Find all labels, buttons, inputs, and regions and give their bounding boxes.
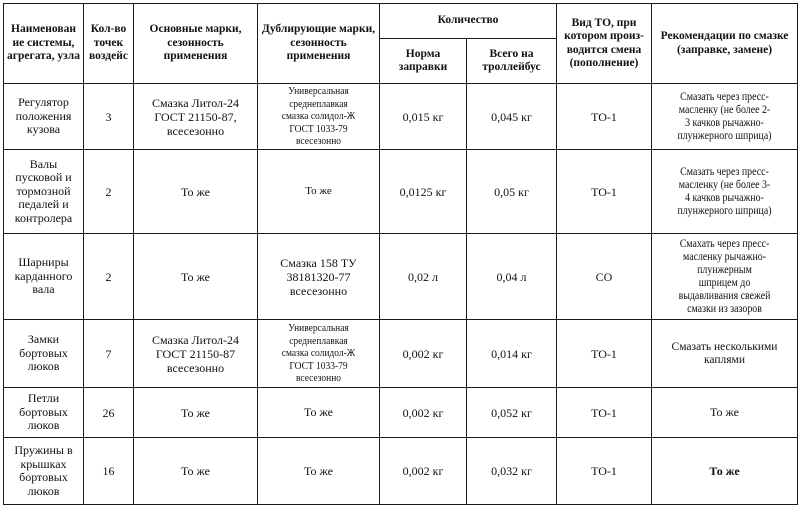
cell-rec-line: Смахать через пресс- — [679, 237, 770, 250]
cell-dup — [258, 320, 380, 388]
cell-rec-line: Смазать через пресс- — [680, 165, 769, 178]
cell-norm: 0,002 кг — [380, 388, 467, 438]
table-row — [4, 84, 798, 150]
cell-rec-line: плунжерного шприца) — [677, 204, 772, 217]
cell-dup — [258, 84, 380, 150]
cell-rec-line: плунжерным — [697, 263, 752, 276]
cell-norm: 0,002 кг — [380, 320, 467, 388]
cell-rec — [652, 388, 798, 438]
cell-dup-line: То же — [304, 405, 333, 420]
cell-total: 0,05 кг — [467, 150, 557, 234]
cell-dup — [258, 388, 380, 438]
cell-points: 2 — [84, 234, 134, 320]
table-row — [4, 234, 798, 320]
cell-rec-line: Смазать несколькими — [671, 340, 778, 353]
table-row — [4, 150, 798, 234]
cell-dup-line: Универсальная — [288, 85, 349, 98]
cell-dup-line: 38181320-77 — [286, 269, 351, 284]
cell-service: ТО-1 — [557, 320, 652, 388]
cell-points: 3 — [84, 84, 134, 150]
cell-points: 16 — [84, 438, 134, 505]
cell-rec — [652, 150, 798, 234]
header-norm: Норма заправки — [380, 39, 467, 84]
cell-service: ТО-1 — [557, 84, 652, 150]
cell-dup-line: смазка солидол-Ж — [281, 347, 356, 360]
cell-service: ТО-1 — [557, 150, 652, 234]
cell-rec-line: плунжерного шприца) — [677, 129, 772, 142]
cell-rec-line: шприцем до — [698, 276, 751, 289]
cell-dup-line: всесезонно — [289, 283, 348, 298]
cell-norm: 0,015 кг — [380, 84, 467, 150]
cell-rec — [652, 84, 798, 150]
cell-rec-line: смазки из зазоров — [687, 302, 762, 315]
cell-total: 0,014 кг — [467, 320, 557, 388]
cell-rec-line: выдавливания свежей — [678, 289, 771, 302]
cell-rec-line: 3 качков рычажно- — [685, 116, 764, 129]
cell-total: 0,032 кг — [467, 438, 557, 505]
cell-name: Валы пусковой и тормозной педалей и контролера — [4, 150, 84, 234]
cell-dup-line: среднеплавкая — [289, 334, 348, 347]
cell-rec — [652, 234, 798, 320]
header-total: Всего на троллейбус — [467, 39, 557, 84]
cell-points: 2 — [84, 150, 134, 234]
cell-rec-line: То же — [710, 405, 739, 419]
cell-name: Пружины в крышках бортовых люков — [4, 438, 84, 505]
cell-dup-line: всесезонно — [295, 372, 342, 385]
header-main-brands: Основные марки, сезонность применения — [134, 4, 258, 84]
cell-rec-line: 4 качков рычажно- — [685, 191, 764, 204]
table-row — [4, 438, 798, 505]
cell-dup — [258, 234, 380, 320]
cell-dup — [258, 150, 380, 234]
cell-dup-line: То же — [304, 463, 333, 478]
header-dup-brands: Дублирующие марки, сезонность применения — [258, 4, 380, 84]
table-row — [4, 320, 798, 388]
cell-rec — [652, 320, 798, 388]
header-points: Кол-во точек воздейс — [84, 4, 134, 84]
cell-name: Шарниры карданного вала — [4, 234, 84, 320]
cell-name: Петли бортовых люков — [4, 388, 84, 438]
cell-dup-line: Смазка 158 ТУ — [280, 255, 357, 270]
cell-main: То же — [134, 234, 258, 320]
cell-norm: 0,0125 кг — [380, 150, 467, 234]
header-recommendations: Рекомендации по смазке (заправке, замене) — [652, 4, 798, 84]
cell-rec — [652, 438, 798, 505]
cell-main: Смазка Литол-24 ГОСТ 21150-87 всесезонно — [134, 320, 258, 388]
header-name: Наименован ие системы, агрегата, узла — [4, 4, 84, 84]
cell-norm: 0,02 л — [380, 234, 467, 320]
cell-dup-line: ГОСТ 1033-79 — [289, 359, 348, 372]
header-quantity: Количество — [380, 4, 557, 39]
cell-rec-line: каплями — [704, 353, 745, 366]
cell-dup-line: ГОСТ 1033-79 — [289, 122, 348, 135]
cell-main: Смазка Литол-24 ГОСТ 21150-87, всесезонно — [134, 84, 258, 150]
header-service-type: Вид ТО, при котором произ-водится смена (пополнение) — [557, 4, 652, 84]
cell-name: Замки бортовых люков — [4, 320, 84, 388]
cell-norm: 0,002 кг — [380, 438, 467, 505]
cell-dup-line: То же — [305, 185, 332, 198]
table-row — [4, 388, 798, 438]
cell-points: 7 — [84, 320, 134, 388]
cell-total: 0,052 кг — [467, 388, 557, 438]
cell-rec-line: Смазать через пресс- — [680, 90, 769, 103]
cell-rec-line: масленку рычажно- — [683, 250, 766, 263]
cell-service: ТО-1 — [557, 438, 652, 505]
cell-dup — [258, 438, 380, 505]
cell-main: То же — [134, 438, 258, 505]
cell-total: 0,045 кг — [467, 84, 557, 150]
cell-dup-line: среднеплавкая — [289, 97, 348, 110]
lubrication-table — [3, 3, 798, 505]
cell-main: То же — [134, 388, 258, 438]
cell-service: ТО-1 — [557, 388, 652, 438]
cell-main: То же — [134, 150, 258, 234]
cell-dup-line: всесезонно — [295, 135, 342, 148]
cell-dup-line: смазка солидол-Ж — [281, 110, 356, 123]
cell-points: 26 — [84, 388, 134, 438]
cell-rec-line: масленку (не более 2- — [678, 103, 771, 116]
cell-name: Регулятор положения кузова — [4, 84, 84, 150]
cell-service: СО — [557, 234, 652, 320]
cell-dup-line: Универсальная — [288, 322, 349, 335]
cell-rec-line: То же — [709, 463, 740, 478]
cell-total: 0,04 л — [467, 234, 557, 320]
cell-rec-line: масленку (не более 3- — [678, 178, 771, 191]
